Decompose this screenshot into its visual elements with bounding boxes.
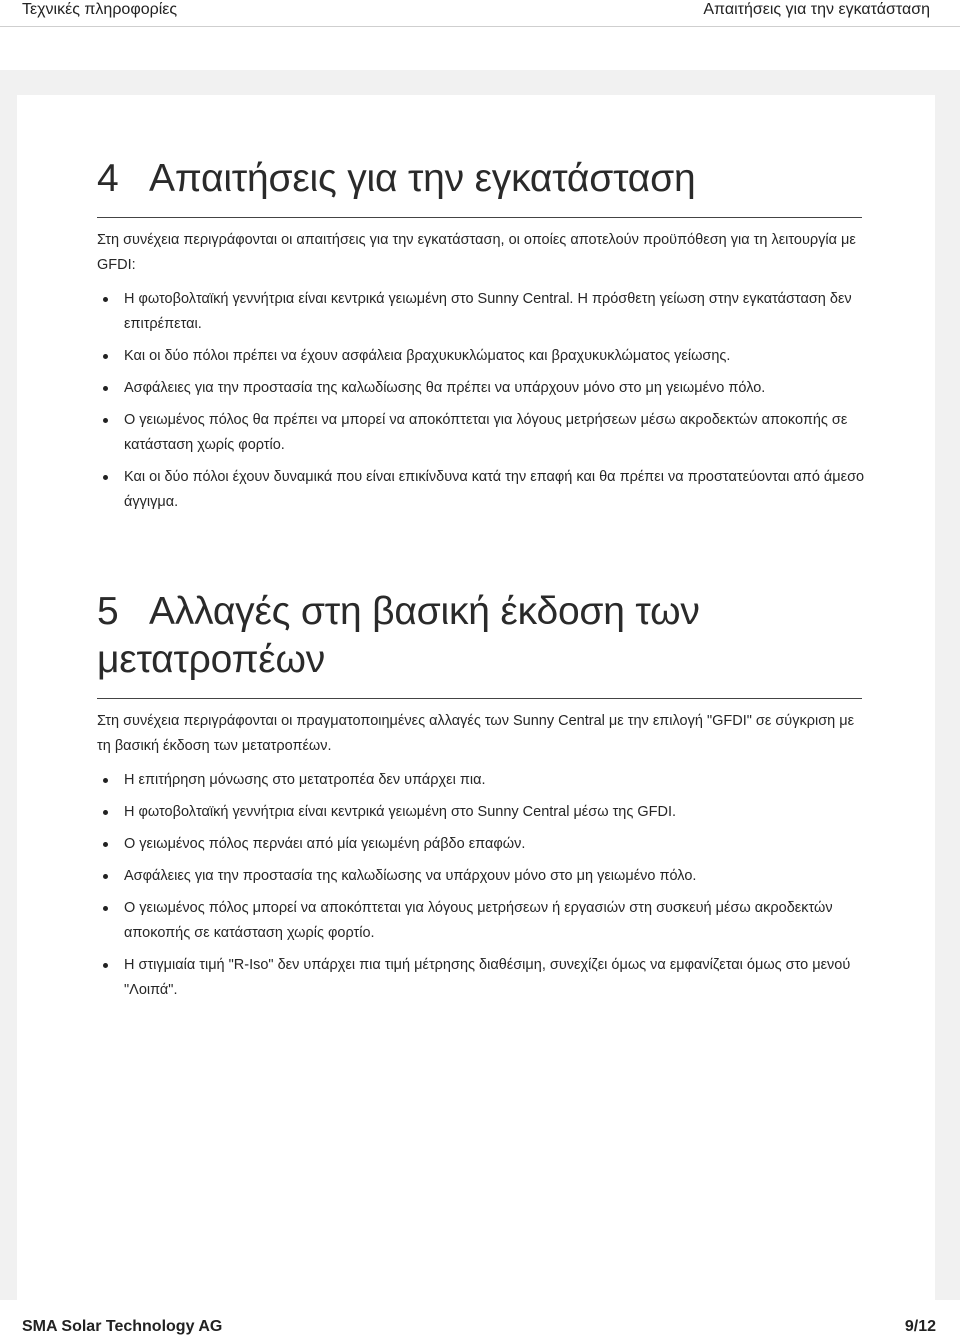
bullet-icon <box>103 906 108 911</box>
list-item: Ο γειωμένος πόλος θα πρέπει να μπορεί να αποκόπτεται για λόγους μετρήσεων μέσω ακροδεκτών αποκοπής σε κατάσταση χωρίς φορτίο. <box>97 408 867 458</box>
bullet-icon <box>103 963 108 968</box>
bullet-icon <box>103 874 108 879</box>
bullet-icon <box>103 842 108 847</box>
section-4-rule <box>97 217 862 218</box>
section-5-number: 5 <box>97 590 119 633</box>
header-chapter: Απαιτήσεις για την εγκατάσταση <box>703 1 930 18</box>
section-5-title: Αλλαγές στη βασική έκδοση των μετατροπέων <box>97 590 700 681</box>
bullet-icon <box>103 418 108 423</box>
bullet-icon <box>103 778 108 783</box>
section-4-list <box>97 287 867 515</box>
section-5 <box>97 588 867 1003</box>
list-item: Η φωτοβολταϊκή γεννήτρια είναι κεντρικά γειωμένη στο Sunny Central. Η πρόσθετη γείωση στην εγκατάσταση δεν επιτρέπεται. <box>97 287 867 337</box>
section-5-list <box>97 768 867 1003</box>
section-5-heading <box>97 588 867 684</box>
list-item: Ασφάλειες για την προστασία της καλωδίωσης θα πρέπει να υπάρχουν μόνο στο μη γειωμένο πόλο. <box>97 376 867 401</box>
list-item: Η φωτοβολταϊκή γεννήτρια είναι κεντρικά γειωμένη στο Sunny Central μέσω της GFDI. <box>97 800 867 825</box>
list-item: Ασφάλειες για την προστασία της καλωδίωσης να υπάρχουν μόνο στο μη γειωμένο πόλο. <box>97 864 867 889</box>
footer-company: SMA Solar Technology AG <box>22 1318 223 1335</box>
page-content <box>97 155 867 1010</box>
list-item: Η επιτήρηση μόνωσης στο μετατροπέα δεν υπάρχει πια. <box>97 768 867 793</box>
header-doc-type: Τεχνικές πληροφορίες <box>22 1 178 18</box>
list-item: Η στιγμιαία τιμή "R-Iso" δεν υπάρχει πια τιμή μέτρησης διαθέσιμη, συνεχίζει όμως να εμφανίζεται όμως στο μενού "Λοιπά". <box>97 953 867 1003</box>
bullet-icon <box>103 810 108 815</box>
list-item: Και οι δύο πόλοι πρέπει να έχουν ασφάλεια βραχυκυκλώματος και βραχυκυκλώματος γείωσης. <box>97 344 867 369</box>
section-4-intro: Στη συνέχεια περιγράφονται οι απαιτήσεις για την εγκατάσταση, οι οποίες αποτελούν προϋπόθεση για τη λειτουργία με GFDI: <box>97 232 856 273</box>
bullet-icon <box>103 297 108 302</box>
section-5-rule <box>97 698 862 699</box>
section-4-number: 4 <box>97 157 119 200</box>
section-5-intro: Στη συνέχεια περιγράφονται οι πραγματοποιημένες αλλαγές των Sunny Central με την επιλογή "GFDI" σε σύγκριση με τη βασική έκδοση των μετατροπέων. <box>97 713 855 754</box>
page-number: 9/12 <box>904 1318 936 1335</box>
bullet-icon <box>103 386 108 391</box>
section-4-heading <box>97 155 867 203</box>
list-item: Ο γειωμένος πόλος περνάει από μία γειωμένη ράβδο επαφών. <box>97 832 867 857</box>
list-item: Και οι δύο πόλοι έχουν δυναμικά που είναι επικίνδυνα κατά την επαφή και θα πρέπει να προστατεύονται από άμεσο άγγιγμα. <box>97 465 867 515</box>
list-item: Ο γειωμένος πόλος μπορεί να αποκόπτεται για λόγους μετρήσεων ή εργασιών στη συσκευή μέσω ακροδεκτών αποκοπής σε κατάσταση χωρίς φορτίο. <box>97 896 867 946</box>
bullet-icon <box>103 354 108 359</box>
bullet-icon <box>103 475 108 480</box>
page-header <box>0 0 960 27</box>
section-4-title: Απαιτήσεις για την εγκατάσταση <box>149 157 696 200</box>
